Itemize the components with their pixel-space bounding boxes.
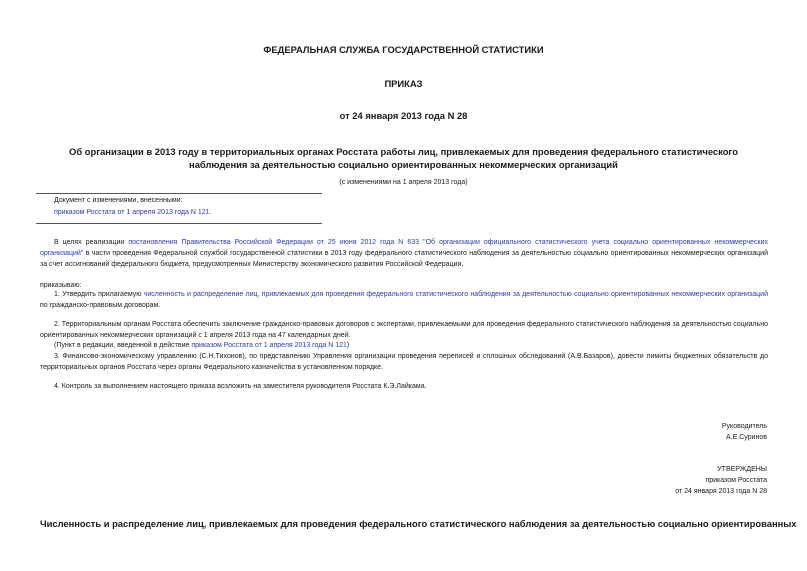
item-2-revision-note xyxy=(54,340,754,351)
appendix-title: Численность и распределение лиц, привлекаемых для проведения федерального статистического наблюдения за деятельностью социально ориентированных xyxy=(40,518,797,529)
agency-name: ФЕДЕРАЛЬНАЯ СЛУЖБА ГОСУДАРСТВЕННОЙ СТАТИСТИКИ xyxy=(263,44,544,55)
signature-block xyxy=(722,421,767,443)
changes-bottom-divider xyxy=(36,223,322,224)
approval-word: УТВЕРЖДЕНЫ xyxy=(717,466,767,473)
item-2-paragraph: 2. Территориальным органам Росстата обеспечить заключение гражданско-правовых договоров с экспертами, привлекаемыми для проведения федерального статистического наблюдения за деятельностью социально ориентированных некоммерческих организаций с 1 апреля 2013 года на 47 календарных дней. xyxy=(40,321,768,339)
intro-paragraph xyxy=(40,237,768,270)
intro-resolution-link[interactable]: постановления Правительства Российской Федерации от 25 июня 2012 года N 633 "Об организации официального статистического учета социально ориентированных некоммерческих организаций" xyxy=(40,239,768,257)
approval-by: приказом Росстата xyxy=(705,477,767,484)
item-3-paragraph: 3. Финансово-экономическому управлению (С.Н.Тихонов), по представлению Управления организации проведения переписей и сплошных обследований (А.В.Базаров), довести лимиты бюджетных обязательств до территориальных органов Росстата через органы Федерального казначейства в установленном порядке. xyxy=(40,353,768,371)
orders-word: приказываю: xyxy=(40,282,82,289)
approval-block xyxy=(675,464,767,497)
item-2-note-link[interactable]: приказом Росстата от 1 апреля 2013 года N 121 xyxy=(191,342,347,349)
approval-date: от 24 января 2013 года N 28 xyxy=(675,488,767,495)
document-title: Об организации в 2013 году в территориальных органах Росстата работы лиц, привлекаемых для проведения федерального статистического наблюдения за деятельностью социально ориентированных некоммерческих организаций xyxy=(69,146,738,170)
signature-name: А.Е.Суринов xyxy=(726,434,767,441)
signature-position: Руководитель xyxy=(721,423,767,430)
changes-label: Документ с изменениями, внесенными: xyxy=(54,197,183,204)
intro-prefix: В целях реализации xyxy=(54,239,129,246)
item-1-appendix-link[interactable]: численность и распределение лиц, привлекаемых для проведения федерального статистического наблюдения за деятельностью социально ориентированных некоммерческих организаций xyxy=(143,291,768,298)
changes-top-divider xyxy=(36,193,322,194)
item-1-suffix: по гражданско-правовым договорам. xyxy=(40,302,161,309)
changes-link[interactable]: приказом Росстата от 1 апреля 2013 года N 121. xyxy=(54,209,212,216)
item-4-paragraph: 4. Контроль за выполнением настоящего приказа возложить на заместителя руководителя Росстата К.Э.Лайкама. xyxy=(54,383,427,390)
item-1-prefix: 1. Утвердить прилагаемую xyxy=(54,291,144,298)
document-type: ПРИКАЗ xyxy=(384,78,423,89)
item-2-note-prefix: (Пункт в редакции, введенной в действие xyxy=(54,342,192,349)
intro-suffix: в части проведения Федеральной службой государственной статистики в 2013 году федерального статистического наблюдения за деятельностью социально ориентированных некоммерческих организаций за счет ассигнований федерального бюджета, предусмотренных Министерству экономического развития Российской Федерации, xyxy=(40,250,768,268)
order-date-number: от 24 января 2013 года N 28 xyxy=(339,110,468,121)
item-2-note-suffix: ) xyxy=(346,342,350,349)
item-1-paragraph xyxy=(40,289,768,311)
revision-note: (с изменениями на 1 апреля 2013 года) xyxy=(339,179,468,186)
